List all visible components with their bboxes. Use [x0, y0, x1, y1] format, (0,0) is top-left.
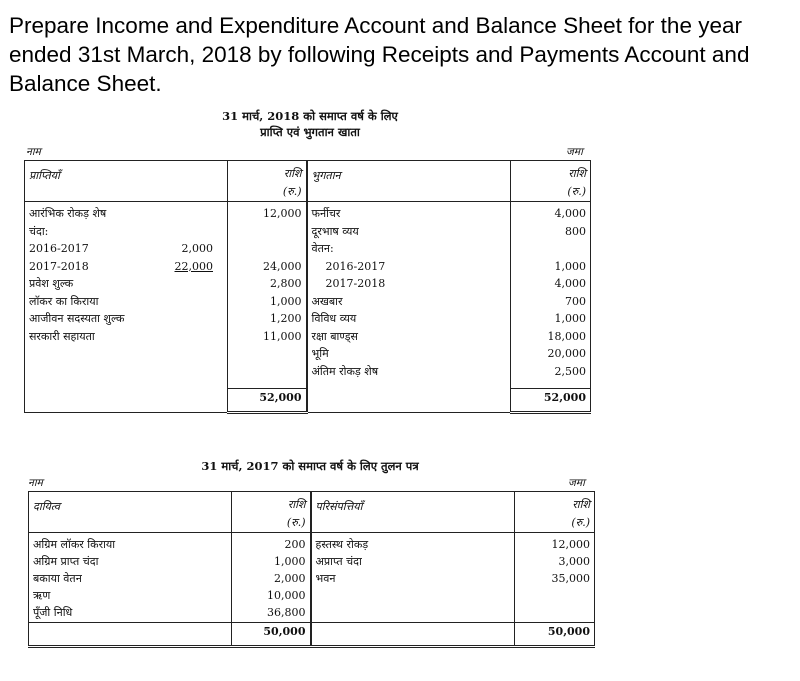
payments-list: [307, 202, 511, 389]
bs-total-assets: 50,000: [515, 623, 595, 647]
receipt-opening-cash: आरंभिक रोकड़ शेष: [29, 207, 107, 220]
bs-header-amount-left: राशि (रु.): [232, 492, 311, 533]
receipt-govt-grant: सरकारी सहायता: [29, 329, 95, 343]
rp-dr-label: नाम: [26, 146, 41, 158]
bs-cr-label: जमा: [568, 477, 585, 489]
receipt-subscription-2017-18: 2017-2018 22,000: [29, 259, 213, 273]
receipt-locker-rent: लॉकर का किराया: [29, 294, 99, 308]
asset-building: भवन: [315, 572, 336, 585]
payment-closing-cash: अंतिम रोकड़ शेष: [311, 364, 379, 378]
rp-header-amount-right: राशि (रु.): [511, 161, 591, 202]
receipt-subscription-head: चंदा:: [29, 224, 49, 238]
liability-capital-fund: पूँजी निधि: [33, 606, 73, 619]
liability-advance-subscription: अग्रिम प्राप्त चंदा: [33, 555, 99, 568]
bs-total-liabilities: 50,000: [232, 623, 311, 647]
rp-body-row: [25, 202, 591, 389]
payment-sundry: विविध व्यय: [311, 312, 357, 325]
rp-title-line1: 31 मार्च, 2018 को समाप्त वर्ष के लिए: [222, 109, 398, 123]
assets-amounts: 12,000 3,000 35,000: [551, 538, 590, 585]
bs-title: 31 मार्च, 2017 को समाप्त वर्ष के लिए तुलन पत्र: [201, 459, 419, 473]
payment-salary-head: वेतन:: [311, 242, 334, 255]
asset-cash-in-hand: हस्तस्थ रोकड़: [315, 538, 369, 551]
payment-salary-2016-17: 2016-2017: [325, 259, 386, 273]
rp-header-receipts: प्राप्तियाँ: [25, 161, 228, 202]
assets-list: [311, 533, 515, 623]
payments-amounts: 4,000 800 1,000 4,000 700 1,000 18,000 20,000 2,500: [547, 207, 586, 378]
receipts-amounts: 12,000 24,000 2,800 1,000 1,200 11,000: [228, 202, 307, 389]
bs-header-assets: परिसंपत्तियाँ: [311, 492, 515, 533]
bs-dr-label: नाम: [28, 477, 43, 489]
payment-defence-bonds: रक्षा बाण्ड्स: [311, 329, 358, 343]
question-text: Prepare Income and Expenditure Account and Balance Sheet for the year ended 31st March, 2018 by following Receipts and Payments Account and Balance Sheet.: [9, 13, 750, 96]
liabilities-amounts: 200 1,000 2,000 10,000 36,800: [232, 533, 311, 623]
bs-header-amount-right: राशि (रु.): [515, 492, 595, 533]
rp-title: [150, 108, 470, 140]
receipt-entrance-fee: प्रवेश शुल्क: [29, 277, 74, 290]
bs-body-row: [29, 533, 595, 623]
receipts-payments-account: [24, 160, 591, 414]
liability-loan: ऋण: [33, 589, 51, 602]
bs-header-row: [29, 492, 595, 533]
payment-salary-2017-18: 2017-2018: [325, 277, 386, 290]
rp-header-row: [25, 161, 591, 202]
rp-total-payments: 52,000: [511, 388, 591, 412]
receipt-life-membership: आजीवन सदस्यता शुल्क: [29, 312, 125, 325]
bs-total-row: [29, 623, 595, 647]
asset-subscription-receivable: अप्राप्त चंदा: [315, 555, 362, 568]
rp-title-line2: प्राप्ति एवं भुगतान खाता: [260, 125, 360, 139]
payment-newspaper: अखबार: [311, 294, 343, 308]
liabilities-list: [29, 533, 232, 623]
payment-furniture: फर्नीचर: [311, 207, 341, 220]
rp-header-payments: भुगतान: [307, 161, 511, 202]
payment-land: भूमि: [311, 347, 329, 360]
balance-sheet: [28, 491, 595, 648]
receipts-list: [25, 202, 228, 389]
rp-total-row: [25, 388, 591, 412]
liability-advance-locker-rent: अग्रिम लॉकर किराया: [33, 538, 116, 551]
bs-header-liabilities: दायित्व: [29, 492, 232, 533]
liability-outstanding-salary: बकाया वेतन: [33, 572, 82, 585]
rp-cr-label: जमा: [566, 146, 583, 158]
payment-telephone: दूरभाष व्यय: [311, 224, 359, 238]
receipt-subscription-2016-17: 2016-2017 2,000: [29, 242, 213, 255]
rp-total-receipts: 52,000: [228, 388, 307, 412]
rp-header-amount-left: राशि (रु.): [228, 161, 307, 202]
